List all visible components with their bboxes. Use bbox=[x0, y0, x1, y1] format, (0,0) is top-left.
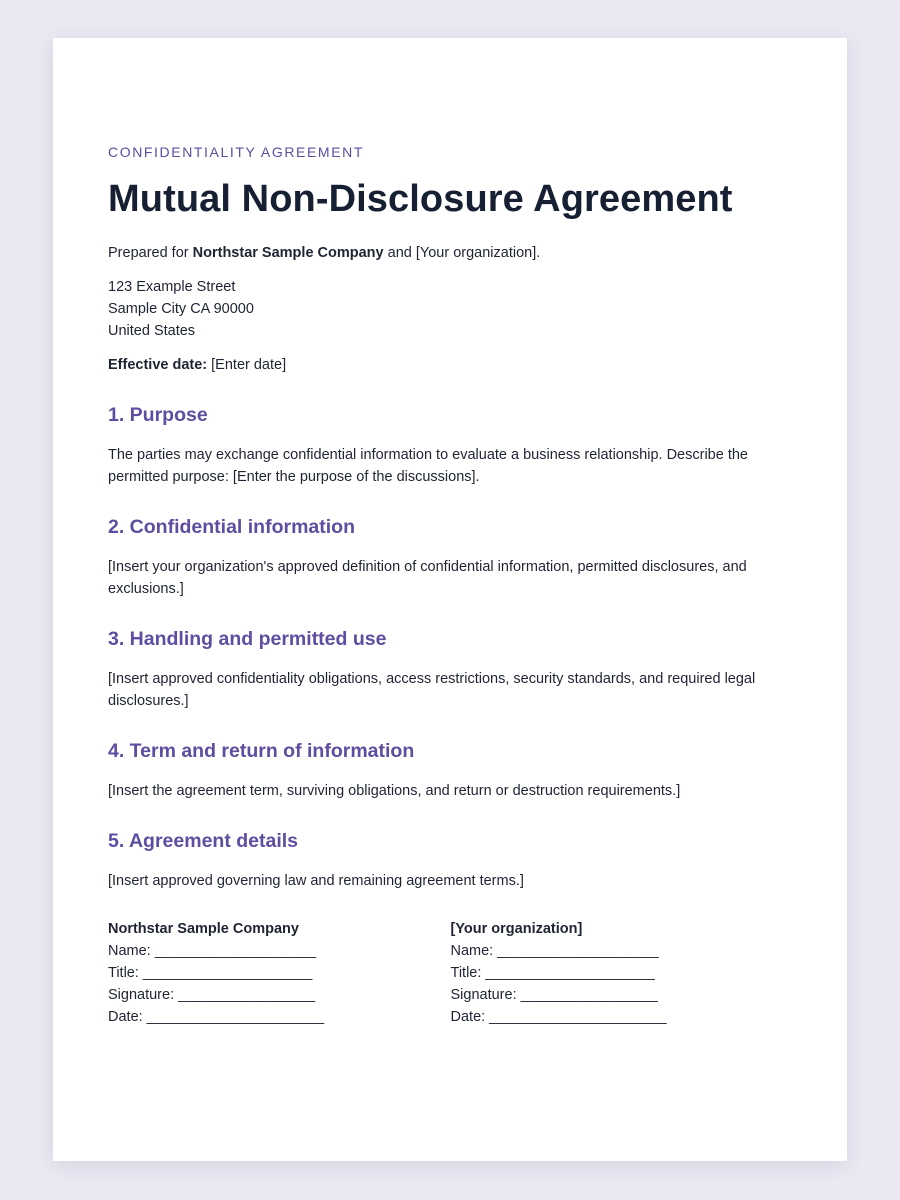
address-block bbox=[108, 276, 793, 342]
address-line: 123 Example Street bbox=[108, 279, 236, 295]
section-body: [Insert your organization's approved definition of confidential information, permitted disclosures, and exclusions.] bbox=[108, 559, 747, 597]
signature-signature-line: Signature: _________________ bbox=[450, 987, 658, 1003]
section-heading: 1. Purpose bbox=[108, 404, 208, 426]
section-body: [Insert approved confidentiality obligations, access restrictions, security standards, and required legal disclosures.] bbox=[108, 671, 756, 709]
signature-title-line: Title: _____________________ bbox=[108, 965, 313, 981]
prepared-suffix: and [Your organization]. bbox=[383, 245, 541, 261]
signature-name-line: Name: ____________________ bbox=[450, 943, 659, 959]
signature-column-northstar bbox=[108, 918, 451, 1028]
signature-block bbox=[108, 918, 793, 1028]
address-line: United States bbox=[108, 323, 196, 339]
signature-title-line: Title: _____________________ bbox=[450, 965, 655, 981]
section-agreement-details bbox=[108, 828, 793, 892]
section-confidential-information bbox=[108, 514, 793, 600]
prepared-company: Northstar Sample Company bbox=[192, 245, 384, 261]
section-heading: 5. Agreement details bbox=[108, 830, 299, 852]
document-eyebrow: CONFIDENTIALITY AGREEMENT bbox=[108, 144, 364, 160]
section-body: [Insert the agreement term, surviving obligations, and return or destruction requirements.] bbox=[108, 783, 681, 799]
section-purpose bbox=[108, 402, 793, 488]
section-heading: 2. Confidential information bbox=[108, 516, 355, 538]
prepared-prefix: Prepared for bbox=[108, 245, 193, 261]
effective-date bbox=[108, 354, 793, 376]
signature-date-line: Date: ______________________ bbox=[450, 1009, 667, 1025]
effective-date-value: [Enter date] bbox=[207, 357, 287, 373]
section-body: The parties may exchange confidential information to evaluate a business relationship. Describe the permitted purpose: [Enter the purpose of the discussions]. bbox=[108, 447, 748, 485]
section-heading: 4. Term and return of information bbox=[108, 740, 415, 762]
prepared-for-line bbox=[108, 242, 793, 264]
signature-signature-line: Signature: _________________ bbox=[108, 987, 316, 1003]
document-title: Mutual Non-Disclosure Agreement bbox=[108, 178, 733, 220]
section-handling bbox=[108, 626, 793, 712]
signature-date-line: Date: ______________________ bbox=[108, 1009, 325, 1025]
address-line: Sample City CA 90000 bbox=[108, 301, 254, 317]
section-heading: 3. Handling and permitted use bbox=[108, 628, 387, 650]
signature-party: Northstar Sample Company bbox=[108, 921, 299, 937]
section-body: [Insert approved governing law and remaining agreement terms.] bbox=[108, 873, 524, 889]
section-term bbox=[108, 738, 793, 802]
signature-name-line: Name: ____________________ bbox=[108, 943, 317, 959]
signature-column-your-organization bbox=[451, 918, 794, 1028]
signature-party: [Your organization] bbox=[450, 921, 583, 937]
effective-date-label: Effective date: bbox=[108, 357, 208, 373]
document-page bbox=[53, 38, 847, 1161]
